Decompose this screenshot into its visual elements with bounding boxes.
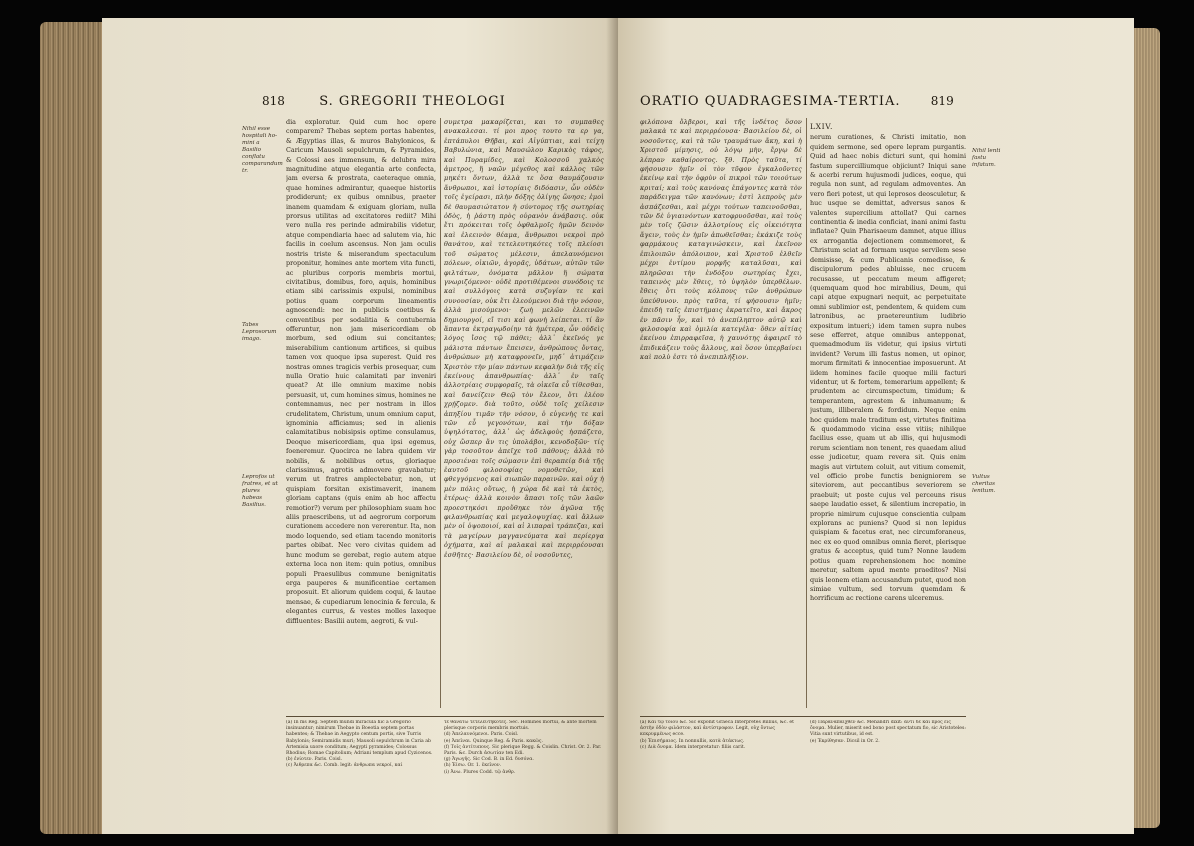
footnote: τε θανάτω τετελευτηκότες. Sec. Homines mortui, & ante mortem plerisque corporis membris mortuis. [444,720,597,732]
left-running-head: S. GREGORII THEOLOGI [319,94,506,109]
footnote-rule [286,716,604,717]
footnote: (b) Ἐπισήμαιος. In nonnullis, κατὰ ἀτάκτως. [640,738,745,744]
footnote: (a) In ms Reg. Septem mundi miracula hic a Gregorio insinuantur; nimirum Thebae in Boeotia septem portas habentes; & Thebae in Aegypto centum portis, sive Turris Babylonis; Semiramidis muri; Mausoli sepulchrum in Caria ab Artemisia uxore conditum; Aegypti pyramides; Colossus Rhodius; Romae Capitolium; Adriani templum apud Cyzicenos. [286,720,433,757]
footnote: (h) Ἐίσω. Or. 1. ἐκεῖνον. [444,763,502,769]
left-margin-note-2: Tabes Leprosorum imago. [242,322,277,342]
footnote: (d) Ἀπελαυνόμενοι. Paris. Coisl. [444,732,519,738]
open-book [40,10,1160,842]
left-margin-note-3: Leprofos ut fratres, et ut plures habeas Basilius. [242,474,278,508]
right-page-header [640,94,954,109]
footnote: (a) Καὶ τῷ τοίου &c. Sic exponit Graeca Interpretes Billius, &c. et ἀστὴν ὁδὸν φιλάστον, καὶ ἀντίστροφον. Legit, οὐχ ὄντως κεκρυμμένως ecce. [640,720,794,738]
right-footnotes-col-1 [640,720,802,820]
column-rule [440,118,441,708]
left-latin-text: dia exploratur. Quid cum hoc opere comparem? Thebas septem portas habentes, & Ægyptias illas, & muros Babylonicos, & Caricum Mausoli sepulchrum, & Pyramides, & Colossi aes immensum, & delubra mira magnitudine atque elegantia arte confecta, jam eversa & prostrata, caeteraque omnia, quae homines admirantur, quaeque historiis prodiderunt; ex quibus omnibus, praeter inanem quamdam & exiguam gloriam, nulla prorsus utilitas ad excitatores rediit? Mihi vero nulla res perinde admirabilis videtur, atque compendiaria haec ad salutem via, hic facilis in coelum ascensus. Non jam oculis nostris triste & miserandum spectaculum proponitur, homines ante mortem vita functi, ac pluribus corporis membris mortui, civitatibus, domibus, foro, aquis, hominibus etiam sibi carissimis expulsi, nominibus potius quam corporum lineamentis agnoscendi: nec in publicis coetibus & conventibus per sodalitia & contubernia offeruntur, non jam misericordiam ob morbum, sed odium sui concitantes; miserabilium cantionum artifices, si quibus tamen vox quoque ipsa superest. Quid res nostras omnes tragicis verbis prosequar, cum nulla Oratio huic calamitati par inveniri queat? At ille omnium maxime nobis persuasit, ut, cum homines simus, homines ne contemnamus, nec per nostram in illos crudelitatem, Christum, unum omnium caput, ignominia afficiamus; sed in alienis calamitatibus nobisipsis optime consulamus, Deoque misericordiam, qua ipsi egemus, foeneremur. Quocirca ne labra quidem vir nobilis, & nobilibus ortus, gloriaque clarissimus, agrotis admovere gravabatur; verum ut fratres amplectebatur, non, ut quispiam forsitan existimaverit, inanem gloriam captans (quis enim ab hoc affectu remotior?) verum per philosophiam suam hoc aliis praescribens, ut ad aegrorum corporum curationem accedere non vererentur. Ita, non modo loquendo, sed etiam tacendo monitoris partes obibat. Nec vero civitas quidem ad hunc modum se gerebat, regio autem atque externa loca non item: quin potius, omnibus populi Praesulibus commune benignitatis erga pauperes & munificentiae certamen proposuit. Et aliorum quidem coqui, & lautae mensae, & cupediarum lenocinia & fercula, & elegantes currus, & vestes molles laxeque diffluentes: Basilii autem, aegroti, & vul- [286,118,436,625]
footnote: (i) Ἀνω. Plures Codd. τῷ ἀνθρ. [444,769,516,775]
right-running-head: ORATIO QUADRAGESIMA-TERTIA. [640,94,901,109]
right-latin-column [810,118,966,708]
left-margin-note-1: Nihil esse hospitali ho-mini a Basilio conflatu comparandum tr. [242,126,283,174]
footnote: (e) Ἀπεῖναι. Quinque Reg. & Paris. κακῶς. [444,738,543,744]
footnote: (g) Ἀγωγῆς. Sic Cod. B. in Ed. δυσόνα. [444,757,534,763]
section-number: LXIV. [810,122,834,131]
footnote: (c) Ἀιθρεπα &c. Comb. legit: ἀνθρωπα νεκροί, καί [286,763,403,769]
right-margin-note-1: Nihil lenti fastu infatum. [972,148,1001,168]
footnote: (b) ἐνίοτεν. Paris. Coisl. [286,757,343,763]
left-footnotes-col-2 [444,720,604,820]
left-page-header [262,94,506,109]
column-rule [806,118,807,708]
left-greek-column [444,118,604,708]
footnote: (e) Ἐκρίθησαν. Dicsil in Or. 2. [810,738,880,744]
right-greek-text: φιλόπονα ὄλβεροι, καὶ τῆς ἰνδέτος ὅσον μαλακὰ τε καὶ περιρρέουσα· Βασιλείου δὲ, οἱ νοσοῦντες, καὶ τὰ τῶν τραυμάτων ἄκη, καὶ ἡ Χριστοῦ μίμησις, οὐ λόγῳ μὴν, ἔργῳ δὲ λέπραν καθαίροντος. ξθ. Πρὸς ταῦτα, τί φήσουσιν ἡμῖν οἱ τὸν τῦφον ἐγκαλοῦντες ἐκείνῳ καὶ τὴν ὀφρὺν οἱ πικροὶ τῶν τοιούτων κριταί; καὶ τοὺς κανόνας ἐπάγοντες κατὰ τὸν παράδειγμα τῶν κανόνων; ἐστὶ λεπροὺς μὲν ἀσπάζεσθαι, καὶ μέχρι τούτων ταπεινοῦσθαι, τῶν δὲ ὑγιαινόντων κατοφρυοῦσθαι, καὶ τοὺς μὲν τοῖς ζῶσιν ἀλλοτρίους εἰς οἰκειότητα ἄγειν, τοὺς ἐν ἡμῖν ἀπωθεῖσθαι; ἐκάκιζε τοὺς φαρμάκους καταγινώσκειν, καὶ ἐκεῖνον ἐπιλοιπῶν ἀπόλοιπον, καὶ Χριστοῦ ἐλθεῖν μέχρι ἐντίμου μορφῆς καταλῦσαι, καὶ πληρῶσαι τὴν ἐνδόξου σωτηρίας ἔχει, ταπεινὸς μὲν ἔθεις, τὸ ὑψηλὸν ὑπερθέλων. ἔθεις ὅτι τοὺς κόλπους τῶν ἀνθρώπων ὑπεύθυνον. πρὸς ταῦτα, τί φήσουσιν ἡμῖν; ἐπειδὴ ταῖς ἐπιστήμαις ἐκρατεῖτο, καὶ ἄκρος ἐν πᾶσιν ἦν, καὶ τὸ ἀνεπίληπτον αὐτῷ καὶ φιλοσοφία καὶ ὁμιλία κατεγέλα· ὅθεν αἰτίας ἐκείνου ἐπιρραφεῖσα, ἡ χαυνότης ἀφαιρεῖ τὸ ἐπιδικάζειν τοὺς ἄλλους, καὶ ὅσον ὑπερβαίνει καὶ πολὺ ἐστι τὸ ἀνεπιπλήξιον. [640,118,802,362]
left-page-number: 818 [262,94,285,108]
page-edges-left [40,22,102,834]
footnote-rule [640,716,966,717]
footnote: (d) Παραναπαιχθὲν &c. Menandri dixit: ἀντὶ δὲ καὶ πρὸς εἰς ὄνομα. Mulier, miserit sed bono post spectatum fio, sic Aristoteles: Vitia sunt virtutibus, id est. [810,720,966,738]
left-latin-column [286,118,436,708]
right-page-number: 819 [930,94,954,108]
right-margin-note-2: Vultus cheritas lenitum. [972,474,996,494]
right-page [618,18,1134,834]
right-footnotes-col-2 [810,720,966,820]
left-greek-text: συμετρα μακαρίζεται, και το συμπαθες ανακαλεσαι. τί μοι προς τουτο τα ερ γα, ἑπτάπυλοι Θῆβαι, καὶ Αἰγύπτιαι, καὶ τείχη Βαβυλώνια, καὶ Μαυσώλου Καρικὸς τάφος, καὶ Πυραμίδες, καὶ Κολοσσοῦ χαλκὸς ἀμετρος, ἢ ναῶν μέγεθος καὶ κάλλος τῶν μηκέτι ὄντων, ἀλλὰ τε ὅσα θαυμάζουσιν ἄνθρωποι, καὶ ἱστορίαις διδόασιν, ὧν οὐδὲν τοῖς ἐγείρασι, πλὴν δόξης ὀλίγης ὤνησε; ἐμοὶ δὲ θαυμασιώτατον ἡ σύντομος τῆς σωτηρίας ὁδὸς, ἡ ῥάστη πρὸς οὐρανὸν ἀνάβασις. οὐκ ἔτι πρόκειται τοῖς ὀφθαλμοῖς ἡμῶν δεινὸν καὶ ἐλεεινὸν θέαμα, ἄνθρωποι νεκροὶ πρὸ θανάτου, καὶ τετελευτηκότες τοῖς πλείοσι τοῦ σώματος μέλεσιν, ἀπελαυνόμενοι πόλεων, οἰκιῶν, ἀγορᾶς, ὑδάτων, αὐτῶν τῶν φιλτάτων, ὀνόματα μᾶλλον ἢ σώματα γνωριζόμενοι· οὐδὲ προτιθέμενοι συνόδοις τε καὶ συλλόγοις κατὰ συζυγίαν τε καὶ συνουσίαν, οὐκ ἔτι ἐλεούμενοι διὰ τὴν νόσον, ἀλλὰ μισούμενοι· ζωὴ μελῶν ἐλεεινῶν δημιουργοί, εἴ τισι καὶ φωνὴ λείπεται. τί ἂν ἅπαντα ἐκτραγῳδοίην τὰ ἡμέτερα, ὧν οὐδεὶς λόγος ἴσος τῷ πάθει; ἀλλ᾽ ἐκεῖνός γε μάλιστα πάντων ἔπεισεν, ἀνθρώπους ὄντας, ἀνθρώπων μὴ καταφρονεῖν, μηδ᾽ ἀτιμάζειν Χριστὸν τὴν μίαν πάντων κεφαλὴν διὰ τῆς εἰς ἐκείνους ἀπανθρωπίας· ἀλλ᾽ ἐν ταῖς ἀλλοτρίαις συμφοραῖς, τὰ οἰκεῖα εὖ τίθεσθαι, καὶ δανείζειν Θεῷ τὸν ἔλεον, ὅτι ἐλέου χρῄζομεν. διὰ τοῦτο, οὐδὲ τοῖς χείλεσιν ἀπηξίου τιμᾶν τὴν νόσον, ὁ εὐγενὴς τε καὶ τῶν εὖ γεγονότων, καὶ τὴν δόξαν ὑψηλότατος, ἀλλ᾽ ὡς ἀδελφοὺς ἠσπάζετο, οὐχ ὥσπερ ἄν τις ὑπολάβοι, κενοδοξῶν· τίς γὰρ τοσοῦτον ἀπεῖχε τοῦ πάθους; ἀλλὰ τὸ προσιέναι τοῖς σώμασιν ἐπὶ θεραπείᾳ διὰ τῆς ἑαυτοῦ φιλοσοφίας νομοθετῶν, καὶ φθεγγόμενος καὶ σιωπῶν παραινῶν. καὶ οὐχ ἡ μὲν πόλις οὕτως, ἡ χώρα δὲ καὶ τὰ ἐκτὸς, ἑτέρως· ἀλλὰ κοινὸν ἅπασι τοῖς τῶν λαῶν προεστηκόσι προὔθηκε τὸν ἀγῶνα τῆς φιλανθρωπίας καὶ μεγαλοψυχίας. καὶ ἄλλων μὲν οἱ ὀψοποιοί, καὶ αἱ λιπαραὶ τράπεζαι, καὶ τὰ μαγείρων μαγγανεύματα καὶ περίεργα ὀχήματα, καὶ αἱ μαλακαὶ καὶ περιρρέουσαι ἐσθῆτες· Βασιλείου δὲ, οἱ νοσοῦντες, [444,118,604,559]
left-page [102,18,618,834]
right-latin-text: nerum curationes, & Christi imitatio, non quidem sermone, sed opere lepram purgantis. Quid ad haec nobis dicturi sunt, qui homini fastum supercilliumque objiciunt? Iniqui sane & acerbi rerum hujusmodi judices, eoque, qui regula non sunt, ad regulam admoventes. An vero fieri potest, ut qui leprosos deosculetur, & huc usque se demittat, adversus sanos & valentes supercilium attollat? Qui carnes continentia & inedia conficiat, inani animi fastu inflatae? Quin Pharisaeum damnet, atque illius ex arrogantia dejectionem commemoret, & Christum sciat ad formam usque servilem sese demisisse, & cum Publicanis comedisse, & discipulorum pedes abluisse, nec crucem recusasse, ut peccatum meum affigeret; (quemquam quod hoc mirabilius, Deum, qui capi atque expugnari nequit, ac perpetuitate omni sublimior est, pendentem, & quidem cum latronibus, ac praetereuntium ludibrio expositum intueri;) idem tamen supra nubes sese efferret, atque omnibus antepponat, quemadmodum iis videtur, qui ipsius virtuti invident? Verum illi fastus nomen, ut opinor, morum firmitati & innocentiae imposuerunt. At iidem homines facile quoque milii facturi videntur, ut & fortem, temerarium appellent; & prudentem ac circumspectum, timidum; & temperantem, agrestem & inhumanum; & justum, illiberalem & fordidum. Neque enim hoc quidem male traditum est, virtutes finitima & quodammodo vicina esse vitiis; nihilque facilius esse, quam ut ab illis, qui hujusmodi rerum scientiam non tenent, res quaedam aliud esse judicetur, quam revera sit. Quis enim magis aut virtutem coluit, aut vitium comemit, vel officio probe functis benigniorem se siteviorem, aut peccantibus severiorem se praebuit; ut poste cujus vel perceuns risus saepe laudatio esset, & silentium increpatio, in proprie nimirum cujusque conscientia culpam explorans ac puniens? Quod si non lepidus quispiam & facetus erat, nec circumforaneus, nec ex eo quod omnibus omnia fieret, plerisque gratus & acceptus, quid tum? Nonne laudem potius quam reprehensionem hoc nomine meretur, saltem apud mente praeditos? Nisi quis leonem etiam accusandum putet, quod non simiae vultum, sed torvum quemdam & horrificum ac rectione carens ulceremus. [810,133,966,603]
footnote: (c) Διὰ ὄνομα. Idem interpretatur: filiis carit. [640,744,746,750]
footnote: (f) Τοῖς ἀντίτυπους. Sic plerique Regg. & Coislin. Christ. Or. 2. Par. Paris. &c. Durch ἀσωτίαν ten Edi. [444,744,602,757]
right-greek-column [640,118,802,708]
page-edges-right [1134,28,1160,828]
left-footnotes-col-1 [286,720,436,820]
